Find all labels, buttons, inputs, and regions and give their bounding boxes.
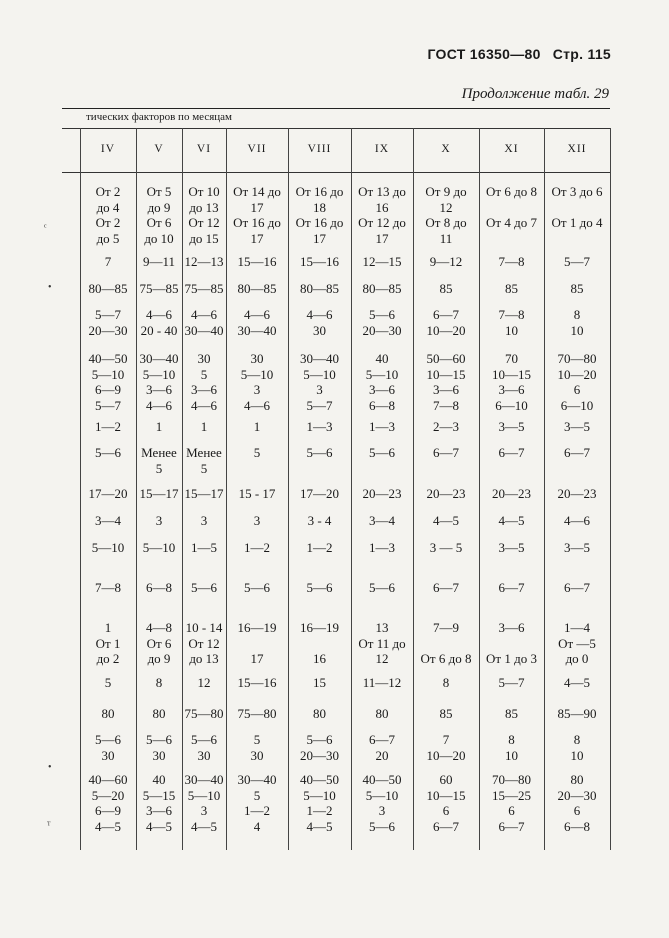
table-cell: От 16 до 18 От 16 до 17 xyxy=(295,184,344,246)
table-cell: 5—6 xyxy=(191,580,217,595)
table-cell: 8 10 xyxy=(505,732,518,763)
table-cell: 75—80 xyxy=(184,706,224,721)
table-cell: 9—11 xyxy=(142,254,176,269)
table-cell: 40 5—15 3—6 4—5 xyxy=(142,772,176,834)
table-cell: 80—85 xyxy=(88,281,128,296)
table-cell: 70—80 15—25 6 6—7 xyxy=(492,772,531,834)
table-cell: 4—5 xyxy=(564,675,590,690)
page-header xyxy=(427,46,611,62)
table-cell: 30—40 5—10 3—6 4—6 xyxy=(139,351,179,413)
table-cell: 1—5 xyxy=(191,540,217,555)
table-cell: 7—8 xyxy=(95,580,121,595)
table-cell: 12—13 xyxy=(184,254,224,269)
table-cell: 3 xyxy=(155,513,163,528)
scan-mark: • xyxy=(48,762,52,773)
table-cell: 7—8 xyxy=(498,254,525,269)
table-cell: 1—2 xyxy=(95,419,121,434)
table-cell: 6—7 xyxy=(498,445,525,460)
table-cell: 4—5 xyxy=(498,513,525,528)
table-cell: 75—85 xyxy=(184,281,224,296)
table-cell: 8 10 xyxy=(570,732,584,763)
table-cell: 5 30 xyxy=(250,732,264,763)
table-cell: 75—80 xyxy=(237,706,277,721)
table-cell: 4—6 30 xyxy=(306,307,333,338)
table-cell: 3 xyxy=(253,513,261,528)
table-caption: тических факторов по месяцам xyxy=(86,111,232,123)
table-cell: 3—4 xyxy=(369,513,395,528)
table-cell: 30—40 5 1—2 4 xyxy=(237,772,277,834)
scan-mark: • xyxy=(48,282,52,293)
table-cell: 30 5—10 3 4—6 xyxy=(240,351,274,413)
table-cell: 5—6 20—30 xyxy=(300,732,339,763)
table-cell: 6—7 10—20 xyxy=(426,307,466,338)
table-cell: 6—7 xyxy=(433,580,459,595)
table-cell: От 2 до 4 От 2 до 5 xyxy=(95,184,121,246)
table-cell: 5 xyxy=(253,445,261,460)
table-cell: 15—16 xyxy=(237,675,277,690)
table-cell: 1—2 xyxy=(306,540,333,555)
table-cell: 15—16 xyxy=(300,254,339,269)
table-cell: 5 xyxy=(104,675,112,690)
table-cell: 20—23 xyxy=(362,486,402,501)
table-cell: 80 xyxy=(101,706,115,721)
table-cell: 7 xyxy=(104,254,112,269)
table-cell: Менее 5 xyxy=(186,445,222,476)
table-cell: 70—80 10—20 6 6—10 xyxy=(557,351,597,413)
table-cell: 30 5 3—6 4—6 xyxy=(191,351,217,413)
table-cell: 80—85 xyxy=(300,281,339,296)
table-cell: 5—6 xyxy=(369,580,395,595)
table-cell: 40—50 5—10 3 5—6 xyxy=(362,772,402,834)
table-cell: От 3 до 6 От 1 до 4 xyxy=(551,184,603,230)
table-cell: 3—5 xyxy=(564,540,590,555)
table-cell: От 13 до 16 От 12 до 17 xyxy=(358,184,406,246)
table-cell: 5—6 xyxy=(95,445,121,460)
column-header: VIII xyxy=(307,143,332,155)
table-top-rule xyxy=(62,108,610,109)
table-cell: 85 xyxy=(439,706,453,721)
table-cell: 30—40 5—10 3 4—5 xyxy=(184,772,224,834)
table-cell: 15—17 xyxy=(184,486,224,501)
table-cell: 80—85 xyxy=(237,281,277,296)
scan-mark: ᵀ xyxy=(47,820,51,831)
table-cell: 60 10—15 6 6—7 xyxy=(426,772,466,834)
table-cell: 1—3 xyxy=(369,419,395,434)
table-cell: От 14 до 17 От 16 до 17 xyxy=(233,184,281,246)
standard-number: ГОСТ 16350—80 xyxy=(427,46,541,62)
table-cell: 4—6 xyxy=(564,513,590,528)
table-cell: 20—23 xyxy=(557,486,597,501)
table-cell: 3—5 xyxy=(498,540,525,555)
column-header: IV xyxy=(100,143,116,155)
table-cell: 9—12 xyxy=(429,254,463,269)
table-cell: 30—40 5—10 3 5—7 xyxy=(300,351,339,413)
table-cell: 3 - 4 xyxy=(307,513,332,528)
table-cell: 6—7 20 xyxy=(369,732,395,763)
table-cell: 5—6 30 xyxy=(95,732,121,763)
table-cell: 5—7 xyxy=(498,675,525,690)
table-cell: 10 - 14 От 12 до 13 xyxy=(185,620,223,666)
table-cell: 6—8 xyxy=(146,580,172,595)
table-cell: 8 xyxy=(442,675,450,690)
column-divider xyxy=(610,128,611,850)
column-header: X xyxy=(441,143,451,155)
table-cell: 6—7 xyxy=(433,445,459,460)
table-cell: 2—3 xyxy=(433,419,459,434)
table-cell: 1 xyxy=(253,419,261,434)
table-cell: 13 От 11 до 12 xyxy=(358,620,406,666)
table-cell: 80 xyxy=(152,706,166,721)
table-cell: 4—8 От 6 до 9 xyxy=(146,620,172,666)
table-cell: 80 xyxy=(375,706,389,721)
table-cell: 1 xyxy=(155,419,163,434)
table-cell: 5—10 xyxy=(91,540,125,555)
table-cell: 1—3 xyxy=(306,419,333,434)
table-cell: 40—50 5—10 1—2 4—5 xyxy=(300,772,339,834)
table-cell: 16—19 16 xyxy=(300,620,339,666)
table-cell: 80 xyxy=(313,706,326,721)
table-cell: 6—7 xyxy=(564,580,590,595)
table-cell: 7 10—20 xyxy=(426,732,466,763)
table-cell: 3 xyxy=(200,513,208,528)
table-cell: 20—23 xyxy=(492,486,531,501)
table-cell: 5—6 20—30 xyxy=(362,307,402,338)
table-cell: От 5 до 9 От 6 до 10 xyxy=(144,184,174,246)
table-cell: 7—8 10 xyxy=(498,307,525,338)
table-cell: 15 xyxy=(313,675,326,690)
table-cell: 8 xyxy=(155,675,163,690)
table-cell: Менее 5 xyxy=(141,445,177,476)
table-cell: 20—23 xyxy=(426,486,466,501)
table-cell: 70 10—15 3—6 6—10 xyxy=(492,351,531,413)
table-cell: 5—6 xyxy=(306,580,333,595)
table-cell: 16—19 17 xyxy=(237,620,277,666)
table-cell: 5—6 xyxy=(244,580,270,595)
table-cell: 7—9 От 6 до 8 xyxy=(420,620,472,666)
column-header: V xyxy=(154,143,164,155)
table-cell: 1 От 1 до 2 xyxy=(95,620,121,666)
table-cell: 5—6 30 xyxy=(146,732,172,763)
table-cell: 8 10 xyxy=(570,307,584,338)
table-cell: 6—7 xyxy=(498,580,525,595)
table-cell: 5—10 xyxy=(142,540,176,555)
table-cell: 15—16 xyxy=(237,254,277,269)
page-number: Стр. 115 xyxy=(552,46,611,62)
table-cell: 3—5 xyxy=(564,419,590,434)
table-cell: 1—4 От —5 до 0 xyxy=(558,620,596,666)
table-cell: 5—7 xyxy=(564,254,590,269)
column-header: XI xyxy=(504,143,519,155)
table-continuation-title: Продолжение табл. 29 xyxy=(461,86,609,102)
table-cell: 3—6 От 1 до 3 xyxy=(486,620,537,666)
table-cell: 12—15 xyxy=(362,254,402,269)
table-cell: 6—7 xyxy=(564,445,590,460)
table-cell: 3 — 5 xyxy=(429,540,463,555)
table-cell: 17—20 xyxy=(300,486,339,501)
table-cell: 4—6 30—40 xyxy=(184,307,224,338)
column-header: XII xyxy=(567,143,587,155)
table-cell: 4—6 20 - 40 xyxy=(140,307,178,338)
table-cell: 3—4 xyxy=(95,513,121,528)
table-cell: 4—6 30—40 xyxy=(237,307,277,338)
table-cell: От 10 до 13 От 12 до 15 xyxy=(188,184,220,246)
table-cell: 5—6 30 xyxy=(191,732,217,763)
table-cell: 40—50 5—10 6—9 5—7 xyxy=(88,351,128,413)
table-cell: 75—85 xyxy=(139,281,179,296)
table-cell: 3—5 xyxy=(498,419,525,434)
table-cell: 4—5 xyxy=(433,513,459,528)
table-cell: От 9 до 12 От 8 до 11 xyxy=(425,184,467,246)
table-cell: 1 xyxy=(200,419,208,434)
table-cell: 85—90 xyxy=(557,706,597,721)
table-cell: 12 xyxy=(197,675,211,690)
table-cell: 5—6 xyxy=(369,445,395,460)
header-bottom-rule xyxy=(62,172,610,173)
table-cell: 5—7 20—30 xyxy=(88,307,128,338)
table-cell: 85 xyxy=(439,281,453,296)
column-header: VI xyxy=(196,143,212,155)
table-cell: 15 - 17 xyxy=(238,486,276,501)
table-cell: От 6 до 8 От 4 до 7 xyxy=(486,184,537,230)
table-cell: 1—2 xyxy=(244,540,270,555)
table-cell: 80 20—30 6 6—8 xyxy=(557,772,597,834)
table-cell: 80—85 xyxy=(362,281,402,296)
header-rule xyxy=(62,128,610,129)
column-header: VII xyxy=(247,143,267,155)
table-cell: 1—3 xyxy=(369,540,395,555)
table-cell: 11—12 xyxy=(362,675,402,690)
table-cell: 17—20 xyxy=(88,486,128,501)
table-cell: 5—6 xyxy=(306,445,333,460)
column-header: IX xyxy=(374,143,390,155)
table-cell: 50—60 10—15 3—6 7—8 xyxy=(426,351,466,413)
table-cell: 40—60 5—20 6—9 4—5 xyxy=(88,772,128,834)
table-cell: 85 xyxy=(505,281,518,296)
table-cell: 15—17 xyxy=(139,486,179,501)
table-cell: 85 xyxy=(570,281,584,296)
table-cell: 40 5—10 3—6 6—8 xyxy=(365,351,399,413)
table-cell: 85 xyxy=(505,706,518,721)
scan-mark: ᶜ xyxy=(44,222,47,233)
